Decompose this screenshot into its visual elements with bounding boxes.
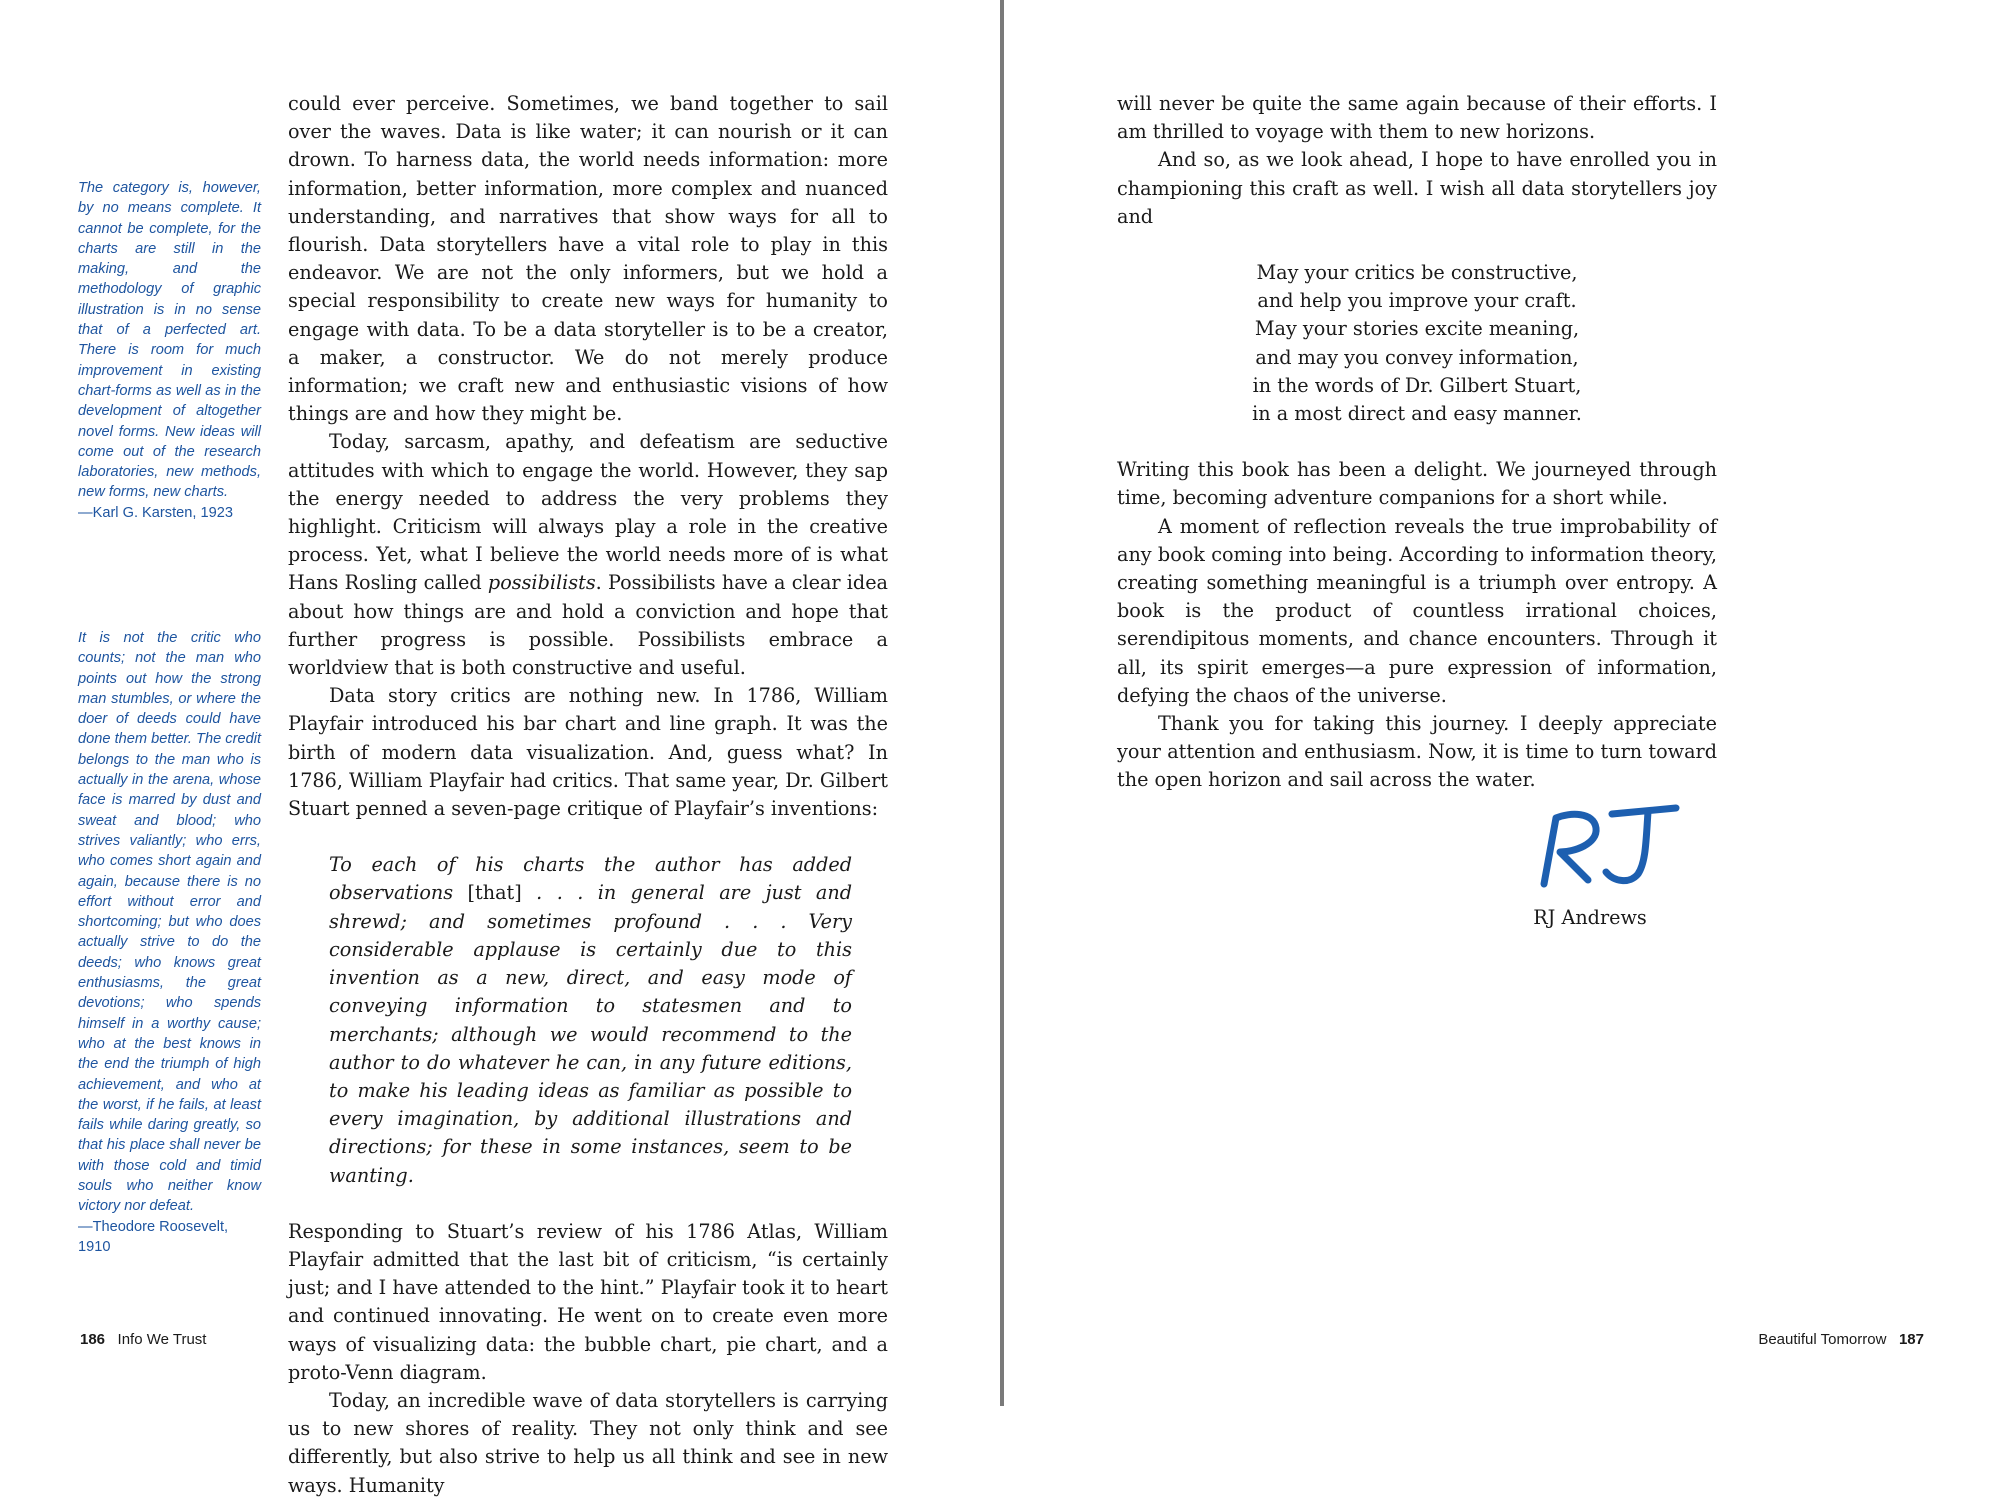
paragraph: Data story critics are nothing new. In 1786, William Playfair introduced his bar chart and line graph. It was the birth of modern data visualization. And, guess what? In 1786, William Playfair had critics. That same year, Dr. Gilbert Stuart penned a seven-page critique of Playfair’s inventions:: [288, 684, 888, 821]
right-page-body: [1117, 90, 1717, 795]
sidebar-quote-text: It is not the critic who counts; not the man who points out how the strong man stumbles, or where the doer of deeds could have done them better. The credit belongs to the man who is actually in the arena, whose face is marred by dust and sweat and blood; who strives valiantly; who errs, who comes short again and again, because there is no effort without error and shortcoming; but who does actually strive to do the deeds; who knows great enthusiasms, the great devotions; who spends himself in a worthy cause; who at the best knows in the end the triumph of high achievement, and who at the worst, if he fails, at least fails while daring greatly, so that his place shall never be with those cold and timid souls who neither know victory nor defeat.: [78, 630, 261, 1215]
sidebar-quote-text: The category is, however, by no means complete. It cannot be complete, for the charts are still in the making, and the methodology of graphic illustration is in no sense that of a perfected art. There is room for much improvement in existing chart-forms as well as in the development of altogether novel forms. New ideas will come out of the research laboratories, new methods, new forms, new charts.: [78, 180, 261, 501]
paragraph: A moment of reflection reveals the true improbability of any book coming into being. According to information theory, creating something meaningful is a triumph over entropy. A book is the product of countless irrational choices, serendipitous moments, and chance encounters. Through it all, its spirit emerges—a pure expression of information, defying the chaos of the universe.: [1117, 514, 1717, 707]
signature-stroke-j: [1606, 808, 1676, 881]
folio-left: [80, 1331, 206, 1348]
running-head: Info We Trust: [117, 1331, 207, 1348]
poem-line: May your stories excite meaning,: [1254, 317, 1580, 341]
poem-line: and may you convey information,: [1255, 345, 1579, 369]
paragraph: Responding to Stuart’s review of his 1786 Atlas, William Playfair admitted that the last bit of criticism, “is certainly just; and I have attended to the hint.” Playfair took it to heart and continued innovating. He went on to create even more ways of visualizing data: the bubble chart, pie chart, and a proto-Venn diagram.: [288, 1219, 888, 1384]
paragraph: Thank you for taking this journey. I deeply appreciate your attention and enthusiasm. Now, it is time to turn toward the open horizon and sail across the water.: [1117, 712, 1717, 792]
paragraph-possibilists: [288, 428, 888, 682]
page-gutter: [1000, 0, 1004, 1406]
signature-stroke-r: [1544, 814, 1596, 884]
paragraph: And so, as we look ahead, I hope to have enrolled you in championing this craft as well. I wish all data storytellers joy and: [1117, 148, 1717, 228]
signature-rj: [1530, 800, 1680, 890]
block-quote-stuart: [329, 851, 852, 1189]
running-head: Beautiful Tomorrow: [1758, 1331, 1887, 1348]
poem: [1117, 259, 1717, 428]
page-number: 186: [80, 1331, 106, 1348]
quote-bracket: [that]: [467, 881, 522, 905]
left-page-body: [288, 90, 888, 1500]
sidebar-quote-karsten: [78, 178, 261, 523]
emphasis-possibilists: possibilists: [487, 571, 596, 595]
poem-line: in a most direct and easy manner.: [1252, 402, 1582, 426]
author-name: RJ Andrews: [1533, 906, 1647, 929]
quote-text: . . . in general are just and shrewd; and sometimes profound . . . Very considerable applause is certainly due to this invention as a new, direct, and easy mode of conveying information to statesmen and to merchants; although we would recommend to the author to do whatever he can, in any future editions, to make his leading ideas as familiar as possible to every imagination, by additional illustrations and directions; for these in some instances, seem to be wanting.: [329, 881, 852, 1187]
paragraph-text: . Possibilists have a clear idea about how things are and hold a conviction and hope that further progress is possible. Possibilists embrace a worldview that is both constructive and useful.: [288, 571, 888, 680]
paragraph: will never be quite the same again because of their efforts. I am thrilled to voyage with them to new horizons.: [1117, 92, 1717, 144]
sidebar-quote-roosevelt: [78, 628, 261, 1257]
paragraph-text: Today, sarcasm, apathy, and defeatism are seductive attitudes with which to engage the world. However, they sap the energy needed to address the very problems they highlight. Criticism will always play a role in the creative process. Yet, what I believe the world needs more of is what Hans Rosling called: [288, 430, 888, 595]
poem-line: May your critics be constructive,: [1256, 261, 1578, 285]
page-number: 187: [1898, 1331, 1924, 1348]
paragraph: Today, an incredible wave of data storytellers is carrying us to new shores of reality. They not only think and see differently, but also strive to help us all think and see in new ways. Humanity: [288, 1388, 888, 1497]
poem-line: and help you improve your craft.: [1257, 289, 1577, 313]
paragraph: Writing this book has been a delight. We journeyed through time, becoming adventure companions for a short while.: [1117, 458, 1717, 510]
paragraph: could ever perceive. Sometimes, we band together to sail over the waves. Data is like water; it can nourish or it can drown. To harness data, the world needs information: more information, better information, more complex and nuanced understanding, and narratives that show ways for all to flourish. Data storytellers have a vital role to play in this endeavor. We are not the only informers, but we hold a special responsibility to create new ways for humanity to engage with data. To be a data storyteller is to be a creator, a maker, a constructor. We do not merely produce information; we craft new and enthusiastic visions of how things are and how they might be.: [288, 92, 888, 426]
quote-text: To each of his charts the author has added observations: [329, 853, 852, 905]
poem-line: in the words of Dr. Gilbert Stuart,: [1252, 373, 1582, 397]
sidebar-quote-attribution: —Theodore Roosevelt, 1910: [78, 1218, 229, 1255]
folio-right: [1758, 1331, 1924, 1348]
sidebar-quote-attribution: —Karl G. Karsten, 1923: [78, 504, 233, 521]
